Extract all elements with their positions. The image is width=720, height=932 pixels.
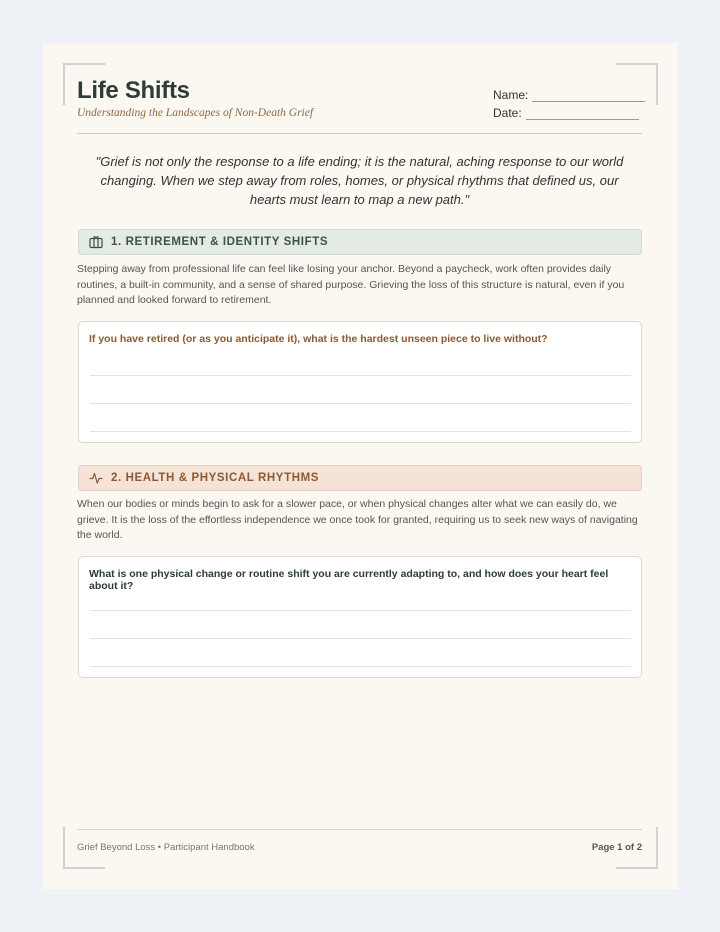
section-body-retirement: Stepping away from professional life can feel like losing your anchor. Beyond a paycheck, work often provides daily routines, a built-in community, and a sense of shared purpose. Grieving the loss of this structure is natural, even if you planned and looked forward to retirement. [77, 263, 625, 307]
pulse-icon [89, 471, 103, 485]
section-body-health: When our bodies or minds begin to ask for a slower pace, or when physical changes alter what we can easily do, we grieve. It is the loss of the effortless independence we once took for granted, requiring us to seek new ways of navigating the world. [77, 498, 638, 542]
reflection-box-retirement[interactable] [78, 321, 642, 443]
briefcase-icon [89, 235, 103, 249]
footer-handbook-title: Grief Beyond Loss • Participant Handbook [77, 842, 255, 853]
page-number: Page 1 of 2 [591, 842, 642, 853]
name-label: Name: [493, 88, 529, 102]
date-label: Date: [493, 106, 522, 120]
date-blank-line[interactable] [526, 110, 639, 120]
section-title: 2. HEALTH & PHYSICAL RHYTHMS [111, 472, 320, 484]
writing-line[interactable] [90, 403, 631, 404]
page-title: Life Shifts [77, 77, 190, 104]
section-header-retirement [78, 229, 642, 255]
writing-line[interactable] [90, 610, 631, 611]
name-blank-line[interactable] [532, 92, 645, 102]
section-header-health [78, 465, 642, 491]
header-divider [77, 133, 642, 134]
writing-line[interactable] [90, 666, 631, 667]
writing-line[interactable] [90, 375, 631, 376]
reflection-box-health[interactable] [78, 556, 642, 678]
handout-page [43, 43, 678, 889]
intro-quote: "Grief is not only the response to a life ending; it is the natural, aching response to our world changing. When we step away from roles, homes, or physical rhythms that defined us, our hearts must learn to map a new path." [95, 154, 624, 207]
writing-line[interactable] [90, 431, 631, 432]
footer-divider [77, 829, 642, 830]
writing-line[interactable] [90, 638, 631, 639]
page-subtitle: Understanding the Landscapes of Non-Death Grief [77, 107, 314, 119]
date-field[interactable] [493, 106, 639, 120]
reflection-prompt: If you have retired (or as you anticipate it), what is the hardest unseen piece to live without? [89, 333, 548, 345]
section-title: 1. RETIREMENT & IDENTITY SHIFTS [111, 236, 329, 248]
name-field[interactable] [493, 88, 645, 102]
reflection-prompt: What is one physical change or routine shift you are currently adapting to, and how does your heart feel about it? [89, 568, 609, 592]
